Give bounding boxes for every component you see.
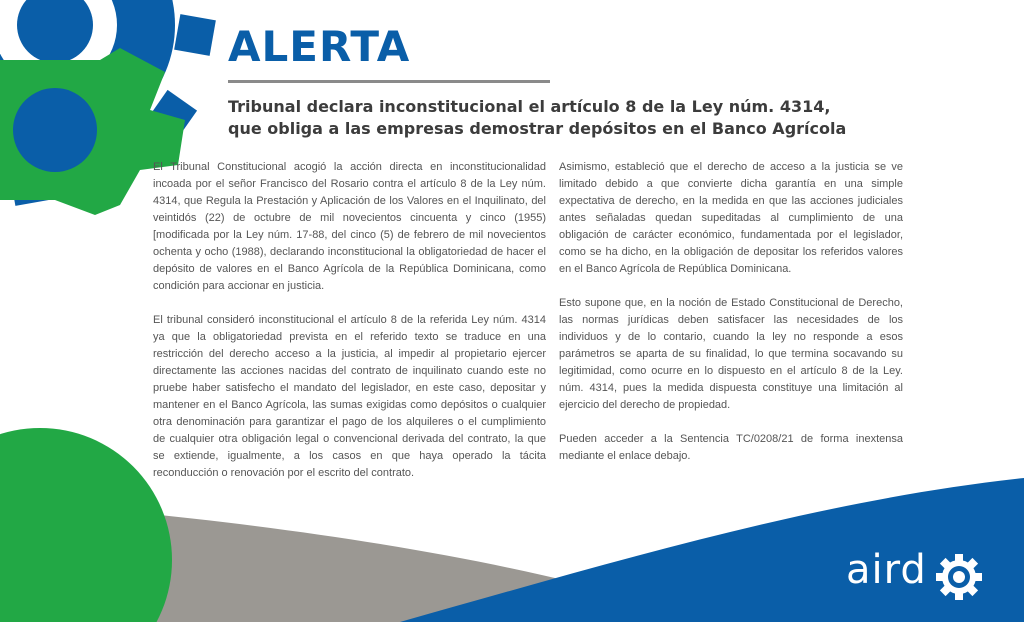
- paragraph: El tribunal consideró inconstitucional el artículo 8 de la referida Ley núm. 4314 ya que la obligatoriedad prevista en el referido texto se traduce en una restricción del derecho acceso a la justicia, al impedir al propietario ejercer directamente las acciones nacidas del contrato de inquilinato cuando este no pruebe haber satisfecho el mandato del legislador, en este caso, depositar y mantener en el Banco Agrícola, las sumas exigidas como depósitos o cualquier otra denominación para garantizar el pago de los alquileres o el cumplimiento de cualquier otra obligación legal o convencional derivada del contrato, la que se extiende, igualmente, a los casos en que haya operado la tácita reconducción o renovación por el escrito del contrato.: [153, 314, 546, 479]
- subtitle: [228, 96, 846, 140]
- aird-logo: [846, 547, 986, 602]
- paragraph: Esto supone que, en la noción de Estado Constitucional de Derecho, las normas jurídicas deben satisfacer las necesidades de los individuos y de lo contario, cuando la ley no responde a esos parámetros se aparta de su finalidad, lo que termina socavando su legitimidad, como ocurre en lo dispuesto en el artículo 8 de la Ley. núm. 4314, pues la medida dispuesta constituye una limitación al ejercicio del derecho de propiedad.: [559, 297, 903, 411]
- paragraph: El Tribunal Constitucional acogió la acción directa en inconstitucionalidad incoada por el señor Francisco del Rosario contra el artículo 8 de la Ley núm. 4314, que Regula la Prestación y Aplicación de los Valores en el Inquilinato, del veintidós (22) de octubre de mil novecientos cincuenta y cinco (1955) [modificada por la Ley núm. 17-88, del cinco (5) de febrero de mil novecientos ochenta y ocho (1988), declarando inconstitucional la obligatoriedad de hacer el depósito de valores en el Banco Agrícola de la República Dominicana, como condición para accionar en justicia.: [153, 161, 546, 292]
- body-column-left: [153, 159, 546, 499]
- logo-text: aird: [846, 547, 927, 593]
- subtitle-line-1: Tribunal declara inconstitucional el artículo 8 de la Ley núm. 4314,: [228, 97, 831, 116]
- title-divider: [228, 80, 550, 83]
- body-column-right: [559, 159, 903, 482]
- gear-icon: [936, 554, 982, 600]
- page-title: ALERTA: [228, 22, 411, 71]
- green-circle: [0, 428, 172, 622]
- subtitle-line-2: que obliga a las empresas demostrar depósitos en el Banco Agrícola: [228, 119, 847, 138]
- paragraph: Asimismo, estableció que el derecho de acceso a la justicia se ve limitado debido a que convierte dicha garantía en una simple expectativa de derecho, en la medida en que las acciones judiciales antes señaladas quedan supeditadas al cumplimiento de una obligación de carácter económico, fundamentada por el legislador, como se ha dicho, en la obligación de depositar los referidos valores en el Banco Agrícola de República Dominicana.: [559, 161, 903, 275]
- paragraph: Pueden acceder a la Sentencia TC/0208/21 de forma inextensa mediante el enlace debajo.: [559, 433, 903, 462]
